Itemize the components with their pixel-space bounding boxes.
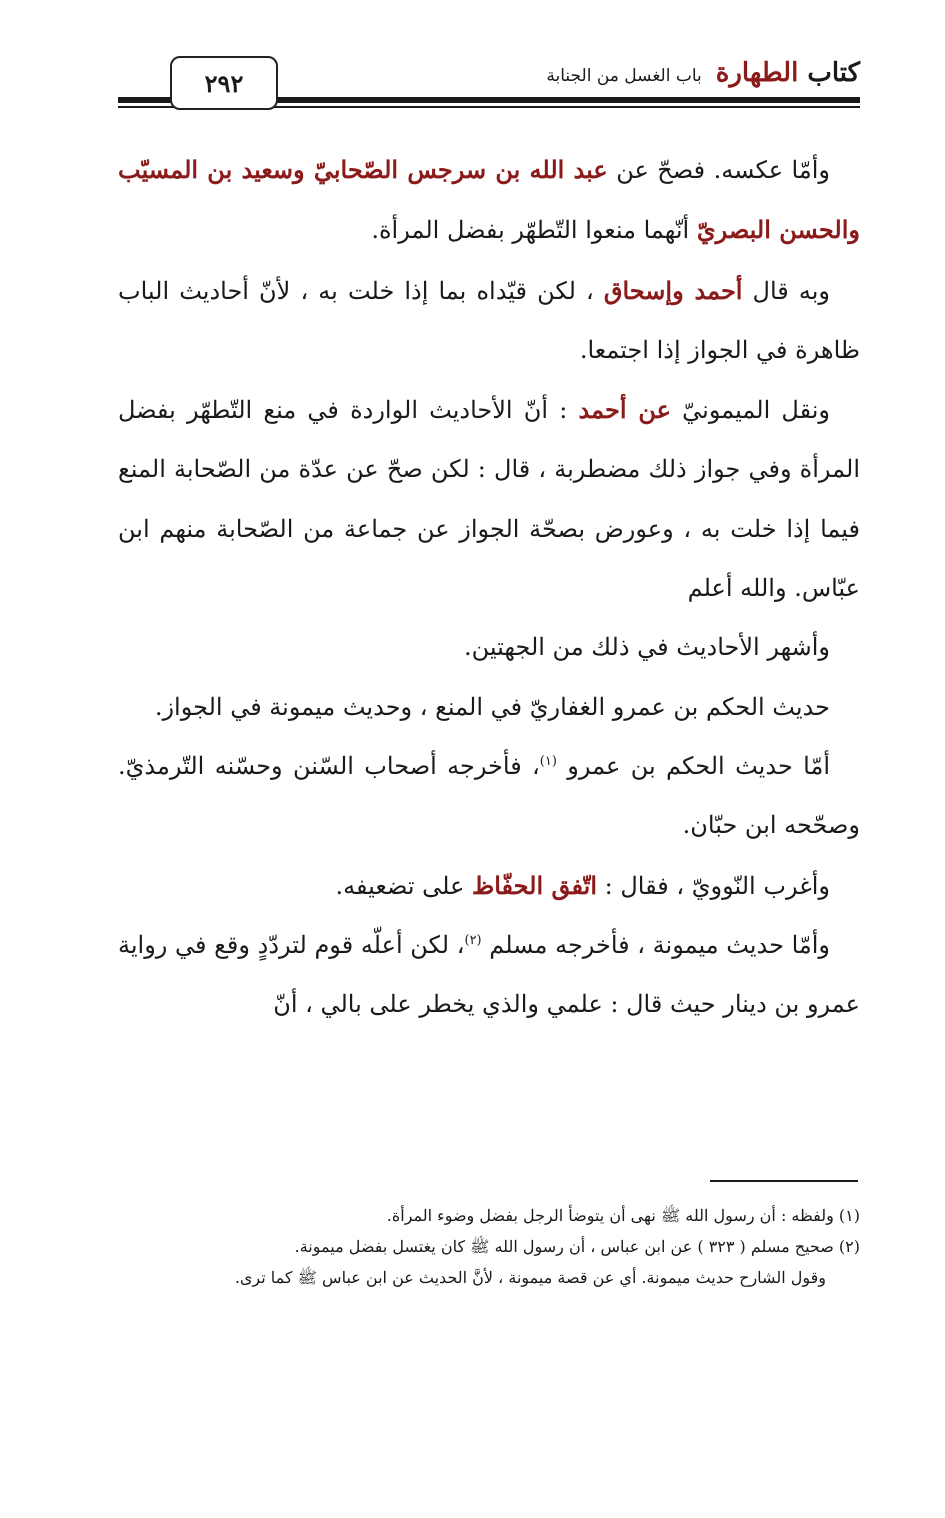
page-header — [118, 52, 860, 108]
footnote-2: (٢) صحيح مسلم ( ٣٢٣ ) عن ابن عباس ، أن رسول الله ﷺ كان يغتسل بفضل ميمونة. — [294, 1237, 860, 1256]
book-title — [716, 58, 860, 88]
footnotes — [118, 1200, 860, 1293]
paragraph-5 — [118, 678, 860, 737]
page-number: ٢٩٢ — [170, 56, 278, 110]
paragraph-8 — [118, 916, 860, 1035]
paragraph-4 — [118, 618, 860, 677]
paragraph-7 — [118, 856, 860, 916]
text-run: : أنّ الأحاديث الواردة في منع التّطهّر بفضل المرأة وفي جواز ذلك مضطربة ، قال : لكن صحّ عن عدّة من الصّحابة المنع فيما إذا خلت به ، وعورض بصحّة الجواز عن جماعة من الصّحابة منهم ابن عبّاس. والله أعلم — [118, 396, 860, 603]
main-text — [118, 140, 860, 1034]
text-run: وأغرب النّوويّ ، فقال : — [597, 871, 830, 900]
highlighted-phrase: اتّفق الحفّاظ — [472, 870, 598, 900]
text-run: أنّهما منعوا التّطهّر بفضل المرأة. — [371, 216, 697, 245]
text-run: ، لكن قيّداه بما إذا خلت به ، لأنّ أحاديث الباب ظاهرة في الجواز إذا اجتمعا. — [118, 276, 860, 364]
text-run: أمّا حديث الحكم بن عمرو — [556, 751, 830, 780]
book-title-prefix: كتاب — [798, 58, 860, 88]
text-run: على تضعيفه. — [335, 871, 473, 900]
footnote-separator — [710, 1180, 858, 1182]
paragraph-2 — [118, 261, 860, 381]
paragraph-3 — [118, 380, 860, 618]
book-title-accent: الطهارة — [715, 58, 799, 88]
text-run: وأمّا عكسه. فصحّ عن — [607, 156, 830, 184]
header-titles — [546, 58, 860, 88]
highlighted-names: عبد الله بن سرجس الصّحابيّ وسعيد بن المسيّب والحسن البصريّ — [118, 155, 860, 245]
text-run: ، لكن أعلّه قوم لتردّدٍ وقع في رواية عمرو بن دينار حيث قال : علمي والذي يخطر على بالي ، أنّ — [118, 930, 860, 1019]
footnote-ref-2[interactable]: (٢) — [464, 932, 482, 948]
footnote-2-continuation: وقول الشارح حديث ميمونة. أي عن قصة ميمونة ، لأنَّ الحديث عن ابن عباس ﷺ كما ترى. — [234, 1268, 826, 1287]
highlighted-names: أحمد وإسحاق — [603, 275, 743, 305]
text-run: ونقل الميمونيّ — [671, 396, 830, 425]
chapter-title: باب الغسل من الجنابة — [546, 66, 702, 86]
text-run: وبه قال — [742, 276, 831, 305]
text-run: وأمّا حديث ميمونة ، فأخرجه مسلم — [481, 930, 830, 959]
paragraph-6 — [118, 737, 860, 856]
highlighted-names: عن أحمد — [578, 395, 671, 425]
footnote-1: (١) ولفظه : أن رسول الله ﷺ نهى أن يتوضأ الرجل بفضل وضوء المرأة. — [386, 1206, 860, 1225]
text-run: حديث الحكم بن عمرو الغفاريّ في المنع ، وحديث ميمونة في الجواز. — [154, 692, 830, 721]
footnote-ref-1[interactable]: (١) — [539, 753, 557, 769]
text-run: ، فأخرجه أصحاب السّنن وحسّنه التّرمذيّ. وصحّحه ابن حبّان. — [118, 751, 860, 840]
text-run: وأشهر الأحاديث في ذلك من الجهتين. — [464, 633, 830, 662]
paragraph-1 — [118, 140, 860, 261]
